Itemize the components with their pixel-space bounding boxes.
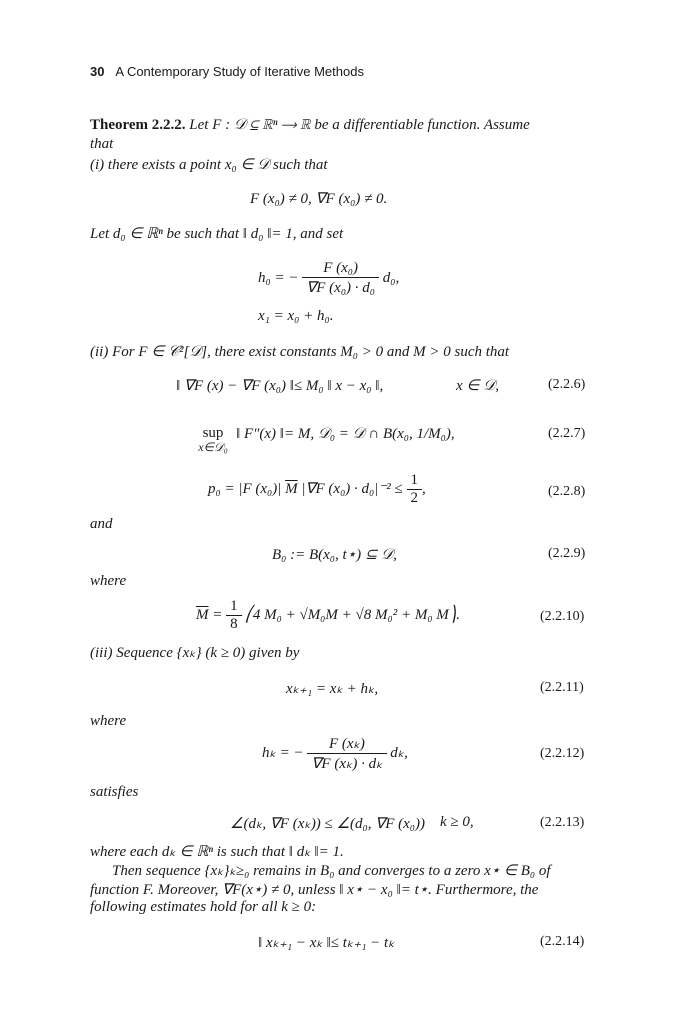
h0-denominator: ∇F (x₀) · d₀ bbox=[302, 277, 379, 297]
equation-h0 bbox=[258, 260, 399, 297]
equation-2-2-6 bbox=[176, 376, 383, 395]
eq-2-2-10-eq: = bbox=[208, 606, 227, 623]
equation-F0: F (x₀) ≠ 0, ∇F (x₀) ≠ 0. bbox=[250, 191, 388, 207]
eq-2-2-13-body: ∠(dₖ, ∇F (xₖ)) ≤ ∠(d₀, ∇F (x₀)) bbox=[230, 816, 425, 832]
let-d0: Let d₀ ∈ ℝⁿ be such that ‖ d₀ ‖= 1, and set bbox=[90, 226, 344, 242]
running-header bbox=[90, 64, 364, 79]
conclusion-line3: following estimates hold for all k ≥ 0: bbox=[90, 899, 317, 915]
h0-numerator: F (x₀) bbox=[323, 260, 358, 276]
sup-operator bbox=[196, 425, 230, 455]
conclusion-line1: Then sequence {xₖ}ₖ≥₀ remains in B₀ and converges to a zero x⋆ ∈ B₀ of bbox=[112, 863, 551, 879]
eq-2-2-9-body: B₀ := B(x₀, t⋆) ⊆ 𝒟, bbox=[272, 547, 397, 563]
eq-2-2-10-tail: . bbox=[456, 606, 461, 623]
eq-2-2-8-num: 1 bbox=[410, 472, 419, 488]
eq-2-2-14-body: ‖ xₖ₊₁ − xₖ ‖≤ tₖ₊₁ − tₖ bbox=[258, 935, 395, 951]
eq-number-2-2-14: (2.2.14) bbox=[540, 934, 585, 949]
eq-2-2-6-body: ‖ ∇F (x) − ∇F (x₀) ‖≤ M₀ ‖ x − x₀ ‖, bbox=[176, 378, 384, 394]
eq-number-2-2-6: (2.2.6) bbox=[548, 377, 586, 392]
eq-2-2-7-body: ‖ F″(x) ‖= M, 𝒟₀ = 𝒟 ∩ B(x₀, 1/M₀), bbox=[236, 426, 455, 442]
word-satisfies: satisfies bbox=[90, 784, 139, 800]
h0-fraction bbox=[302, 260, 379, 297]
equation-2-2-12 bbox=[262, 734, 408, 773]
eq-2-2-10-mbar: $\overline{M}$ bbox=[196, 606, 209, 623]
eq-2-2-6-condition: x ∈ 𝒟, bbox=[456, 378, 499, 394]
eq-2-2-10-fraction bbox=[226, 598, 242, 633]
eq-2-2-12-lhs: hₖ = − bbox=[262, 744, 304, 761]
eq-2-2-8-tail: , bbox=[422, 480, 426, 497]
conclusion-line2: function F. Moreover, ∇F(x⋆) ≠ 0, unless ‖ x⋆ − x₀ ‖= t⋆. Furthermore, the bbox=[90, 882, 539, 898]
eq-2-2-8-den: 2 bbox=[407, 489, 423, 507]
eq-2-2-8-fraction bbox=[407, 472, 423, 507]
word-where-2: where bbox=[90, 713, 127, 729]
equation-2-2-8 bbox=[208, 472, 426, 507]
word-where-1: where bbox=[90, 573, 127, 589]
eq-number-2-2-10: (2.2.10) bbox=[540, 609, 585, 624]
eq-2-2-10-body: ⎛4 M₀ + √M₀M + √8 M₀² + M₀ M⎞ bbox=[245, 606, 457, 623]
eq-number-2-2-8: (2.2.8) bbox=[548, 484, 586, 499]
sup-subscript: x∈𝒟₀ bbox=[198, 440, 228, 454]
eq-number-2-2-12: (2.2.12) bbox=[540, 746, 585, 761]
theorem-intro-text: Let F : 𝒟 ⊆ ℝⁿ ⟶ ℝ be a differentiable function. Assume bbox=[189, 117, 530, 133]
eq-2-2-12-den: ∇F (xₖ) · dₖ bbox=[307, 753, 386, 773]
eq-2-2-10-num: 1 bbox=[230, 598, 238, 614]
condition-ii: (ii) For F ∈ 𝒞²[𝒟], there exist constants M₀ > 0 and M > 0 such that bbox=[90, 344, 510, 360]
eq-number-2-2-9: (2.2.9) bbox=[548, 546, 586, 561]
page-number: 30 bbox=[90, 64, 105, 79]
theorem-intro-line2: that bbox=[90, 136, 114, 152]
eq-2-2-13-condition: k ≥ 0, bbox=[440, 814, 474, 830]
eq-number-2-2-13: (2.2.13) bbox=[540, 815, 585, 830]
eq-2-2-10-den: 8 bbox=[226, 615, 242, 633]
word-and: and bbox=[90, 516, 113, 532]
eq-2-2-12-rhs: dₖ, bbox=[390, 744, 408, 761]
condition-i: (i) there exists a point x₀ ∈ 𝒟 such that bbox=[90, 157, 328, 173]
where-each: where each dₖ ∈ ℝⁿ is such that ‖ dₖ ‖= 1. bbox=[90, 844, 344, 860]
h0-lhs: h₀ = − bbox=[258, 269, 299, 286]
eq-2-2-12-fraction bbox=[307, 734, 386, 773]
running-title: A Contemporary Study of Iterative Methods bbox=[115, 64, 364, 79]
equation-2-2-10 bbox=[196, 598, 460, 633]
eq-number-2-2-11: (2.2.11) bbox=[540, 680, 584, 695]
eq-2-2-8-mid: |∇F (x₀) · d₀|⁻² ≤ bbox=[301, 480, 403, 497]
theorem-label: Theorem 2.2.2. bbox=[90, 117, 186, 133]
condition-iii: (iii) Sequence {xₖ} (k ≥ 0) given by bbox=[90, 645, 300, 661]
eq-2-2-12-num: F (xₖ) bbox=[328, 736, 365, 752]
eq-2-2-8-lhs: p₀ = |F (x₀)| bbox=[208, 480, 282, 497]
sup-label: sup bbox=[202, 425, 224, 441]
h0-rhs: d₀, bbox=[382, 269, 400, 286]
eq-2-2-8-mbar: $\overline{M}$ bbox=[285, 480, 298, 497]
equation-x1: x₁ = x₀ + h₀. bbox=[258, 308, 334, 324]
theorem-intro bbox=[90, 116, 530, 134]
eq-number-2-2-7: (2.2.7) bbox=[548, 426, 586, 441]
eq-2-2-11-body: xₖ₊₁ = xₖ + hₖ, bbox=[286, 681, 379, 697]
